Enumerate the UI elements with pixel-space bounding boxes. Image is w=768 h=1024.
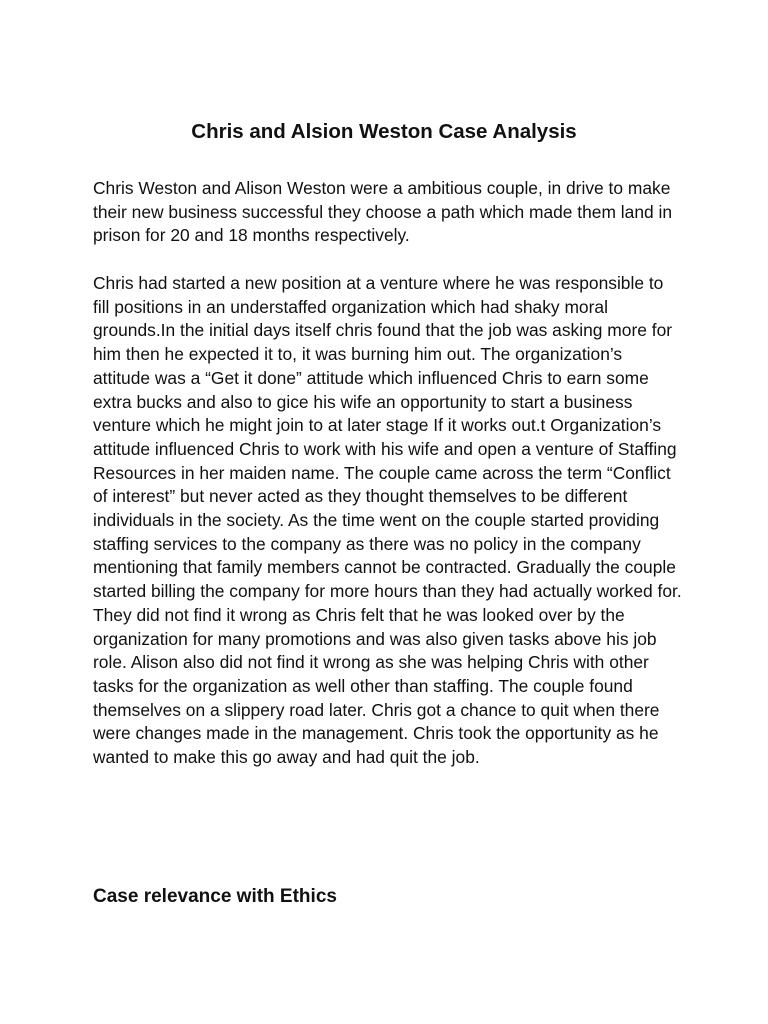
document-title: Chris and Alsion Weston Case Analysis (191, 120, 577, 143)
paragraph-intro: Chris Weston and Alison Weston were a ambitious couple, in drive to make their new business successful they choose a path which made them land in prison for 20 and 18 months respectively. (93, 178, 673, 246)
section-heading-ethics: Case relevance with Ethics (93, 886, 337, 907)
paragraph-case-summary: Chris had started a new position at a venture where he was responsible to fill positions in an understaffed organization which had shaky moral grounds.In the initial days itself chris found that the job was asking more for him then he expected it to, it was burning him out. The organization’s attitude was a “Get it done” attitude which influenced Chris to earn some extra bucks and also to gice his wife an opportunity to start a business venture which he might join to at later stage If it works out.t Organization’s attitude influenced Chris to work with his wife and open a venture of Staffing Resources in her maiden name. The couple came across the term “Conflict of interest” but never acted as they thought themselves to be different individuals in the society. As the time went on the couple started providing staffing services to the company as there was no policy in the company mentioning that family members cannot be contracted. Gradually the couple started billing the company for more hours than they had actually worked for. They did not find it wrong as Chris felt that he was looked over by the organization for many promotions and was also given tasks above his job role. Alison also did not find it wrong as she was helping Chris with other tasks for the organization as well other than staffing. The couple found themselves on a slippery road later. Chris got a chance to quit when there were changes made in the management. Chris took the opportunity as he wanted to make this go away and had quit the job. (93, 273, 682, 768)
